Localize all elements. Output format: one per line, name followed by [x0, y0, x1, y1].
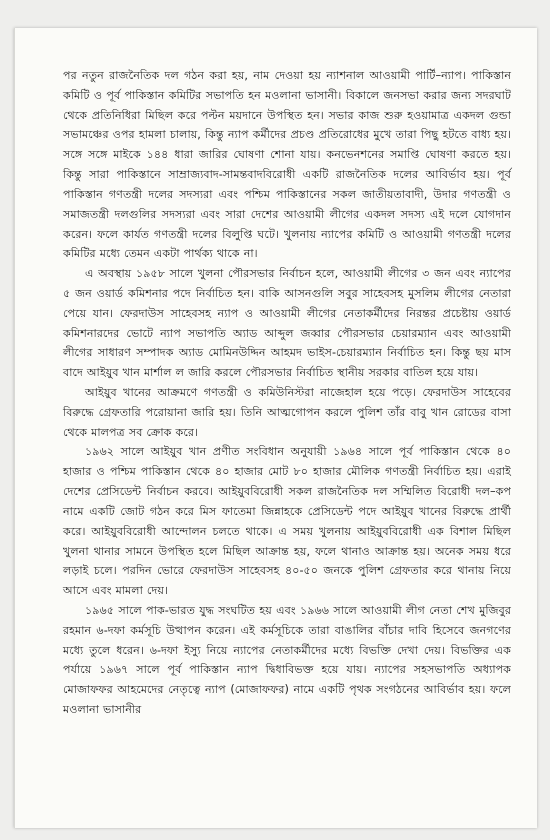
paragraph-ayub-crackdown: আইয়ুব খানের আক্রমণে গণতন্ত্রী ও কমিউনিস্টরা নাজেহাল হয়ে পড়ে। ফেরদাউস সাহেবের বিরুদ্ধে গ্রেফতারি পরোয়ানা জারি হয়। তিনি আত্মগোপন করলে পুলিশ তাঁর বাবু খান রোডের বাসা থেকে মালপত্র সব ক্রোক করে।: [63, 386, 511, 439]
paragraph-six-point-split: ১৯৬৫ সালে পাক-ভারত যুদ্ধ সংঘটিত হয় এবং ১৯৬৬ সালে আওয়ামী লীগ নেতা শেখ মুজিবুর রহমান ৬-দফা কর্মসূচি উত্থাপন করেন। এই কর্মসূচিকে তারা বাঙালির বাঁচার দাবি হিসেবে জনগণের মধ্যে তুলে ধরেন। ৬-দফা ইস্যু নিয়ে ন্যাপের নেতাকর্মীদের মধ্যে বিভক্তি দেখা দেয়। বিভক্তির এক পর্যায়ে ১৯৬৭ সালে পূর্ব পাকিস্তান ন্যাপ দ্বিধাবিভক্ত হয়ে যায়। ন্যাপের সহসভাপতি অধ্যাপক মোজাফফর আহমেদের নেতৃত্বে ন্যাপ (মোজাফফর) নামে একটি পৃথক সংগঠনের আবির্ভাব হয়। ফলে মওলানা ভাসানীর: [63, 603, 511, 716]
paragraph-nap-formation: পর নতুন রাজনৈতিক দল গঠন করা হয়, নাম দেওয়া হয় ন্যাশনাল আওয়ামী পার্টি–ন্যাপ। পাকিস্তান কমিটি ও পূর্ব পাকিস্তান কমিটির সভাপতি হন মওলানা ভাসানী। বিকালে জনসভা করার জন্য সদরঘাট থেকে প্রতিনিধিরা মিছিল করে পল্টন ময়দানে উপস্থিত হন। সভার কাজ শুরু হওয়ামাত্র একদল গুন্ডা সভামঞ্চের ওপর হামলা চালায়, কিন্তু ন্যাপ কর্মীদের প্রচণ্ড প্রতিরোধের মুখে তারা পিছু হটতে বাধ্য হয়। সঙ্গে সঙ্গে মাইকে ১৪৪ ধারা জারির ঘোষণা শোনা যায়। কনভেনশনের সমাপ্তি ঘোষণা করতে হয়। কিন্তু সারা পাকিস্তানে সাম্রাজ্যবাদ-সামন্তবাদবিরোধী একটি রাজনৈতিক দলের আবির্ভাব হয়। পূর্ব পাকিস্তান গণতন্ত্রী দলের সদস্যরা এবং পশ্চিম পাকিস্তানের সকল জাতীয়তাবাদী, উদার গণতন্ত্রী ও সমাজতন্ত্রী দলগুলির সদস্যরা এবং সারা দেশের আওয়ামী লীগের একদল সদস্য এই দলে যোগদান করেন। ফলে কার্যত গণতন্ত্রী দলের বিলুপ্তি ঘটে। খুলনায় ন্যাপের কমিটি ও আওয়ামী গণতন্ত্রী দলের কমিটির মধ্যে তেমন একটা পার্থক্য থাকে না।: [63, 69, 511, 261]
paragraph-municipal-election-1958: এ অবস্থায় ১৯৫৮ সালে খুলনা পৌরসভার নির্বাচন হলে, আওয়ামী লীগের ৩ জন এবং ন্যাপের ৫ জন ওয়ার্ড কমিশনার পদে নির্বাচিত হন। বাকি আসনগুলি সবুর সাহেবসহ মুসলিম লীগের নেতারা পেয়ে যান। ফেরদাউস সাহেবসহ ন্যাপ ও আওয়ামী লীগের নেতাকর্মীদের নিরন্তর প্রচেষ্টায় ওয়ার্ড কমিশনারদের ভোটে ন্যাপ সভাপতি অ্যাড আব্দুল জব্বার পৌরসভার চেয়ারম্যান এবং আওয়ামী লীগের সাধারণ সম্পাদক অ্যাড মোমিনউদ্দিন আহমদ ভাইস-চেয়ারম্যান নির্বাচিত হন। কিন্তু ছয় মাস বাদে আইয়ুব খান মার্শাল ল জারি করলে পৌরসভার নির্বাচিত স্থানীয় সরকার বাতিল হয়ে যায়।: [63, 267, 511, 380]
page-text: [63, 66, 511, 720]
book-page: [14, 28, 537, 828]
paragraph-basic-democracy-election: ১৯৬২ সালে আইয়ুব খান প্রণীত সংবিধান অনুযায়ী ১৯৬৪ সালে পূর্ব পাকিস্তান থেকে ৪০ হাজার ও পশ্চিম পাকিস্তান থেকে ৪০ হাজার মোট ৮০ হাজার মৌলিক গণতন্ত্রী নির্বাচিত হয়। এরাই দেশের প্রেসিডেন্ট নির্বাচন করবে। আইয়ুববিরোধী সকল রাজনৈতিক দল সম্মিলিত বিরোধী দল–কপ নামে একটি জোট গঠন করে মিস ফাতেমা জিন্নাহকে প্রেসিডেন্ট পদে আইয়ুব খানের বিরুদ্ধে প্রার্থী করে। আইয়ুববিরোধী আন্দোলন চলতে থাকে। এ সময় খুলনায় আইয়ুববিরোধী এক বিশাল মিছিল খুলনা থানার সামনে উপস্থিত হলে মিছিল আক্রান্ত হয়, ফলে থানাও আক্রান্ত হয়। অনেক সময় ধরে লড়াই চলে। পরদিন ভোরে ফেরদাউস সাহেবসহ ৪০-৫০ জনকে পুলিশ গ্রেফতার করে থানায় নিয়ে আসে এবং মামলা দেয়।: [63, 445, 511, 598]
